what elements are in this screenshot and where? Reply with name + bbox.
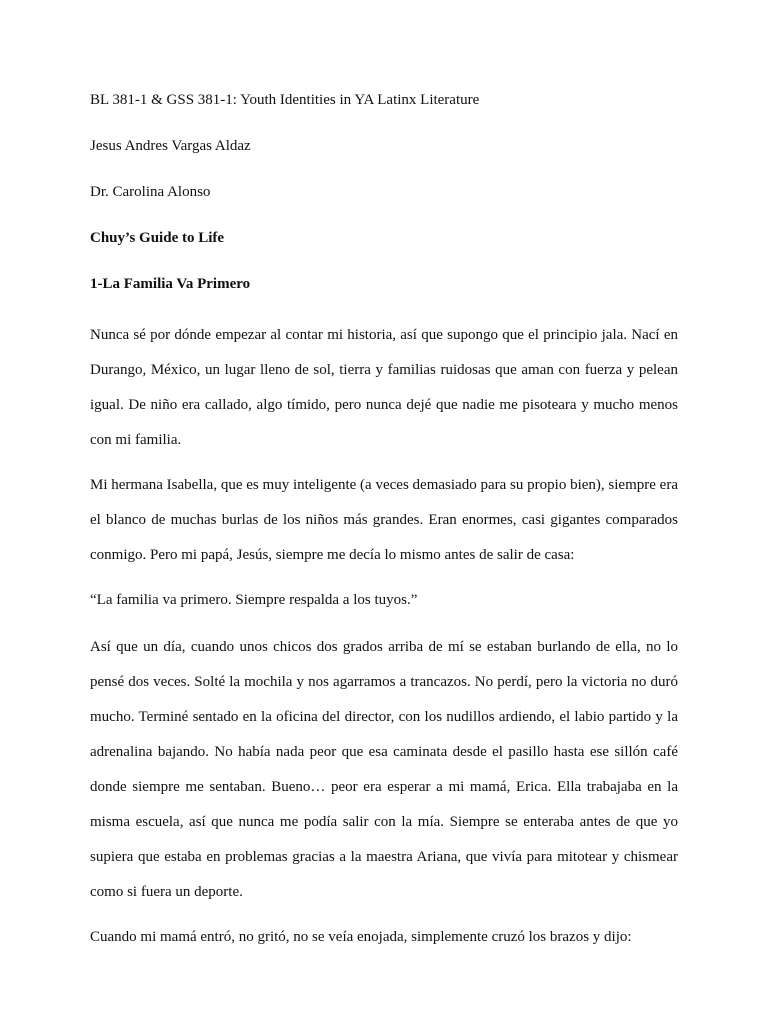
paragraph: Nunca sé por dónde empezar al contar mi historia, así que supongo que el principio jala. Nací en Durango, México, un lugar lleno de sol, tierra y familias ruidosas que aman con fuerza y pelean igual. De niño era callado, algo tímido, pero nunca dejé que nadie me pisoteara y mucho menos con mi familia. [90,327,678,448]
document-title: Chuy’s Guide to Life [90,230,225,246]
paragraph: Así que un día, cuando unos chicos dos grados arriba de mí se estaban burlando de ella, no lo pensé dos veces. Solté la mochila y nos agarramos a trancazos. No perdí, pero la victoria no duró mucho. Terminé sentado en la oficina del director, con los nudillos ardiendo, el labio partido y la adrenalina bajando. No había nada peor que esa caminata desde el pasillo hasta ese sillón café donde siempre me sentaban. Bueno… peor era esperar a mi mamá, Erica. Ella trabajaba en la misma escuela, así que nunca me podía salir con la mía. Siempre se enteraba antes de que yo supiera que estaba en problemas gracias a la maestra Ariana, que vivía para mitotear y chismear como si fuera un deporte. [90,639,678,900]
paragraph: Cuando mi mamá entró, no gritó, no se veía enojada, simplemente cruzó los brazos y dijo: [90,929,632,945]
student-name: Jesus Andres Vargas Aldaz [90,138,251,154]
chapter-title: 1-La Familia Va Primero [90,276,251,292]
paragraph: Mi hermana Isabella, que es muy inteligente (a veces demasiado para su propio bien), siempre era el blanco de muchas burlas de los niños más grandes. Eran enormes, casi gigantes comparados conmigo. Pero mi papá, Jesús, siempre me decía lo mismo antes de salir de casa: [90,477,678,563]
document-body [90,88,678,965]
professor-name: Dr. Carolina Alonso [90,184,211,200]
course-title: BL 381-1 & GSS 381-1: Youth Identities in YA Latinx Literature [90,92,480,108]
quote-paragraph: “La familia va primero. Siempre respalda a los tuyos.” [90,592,418,608]
